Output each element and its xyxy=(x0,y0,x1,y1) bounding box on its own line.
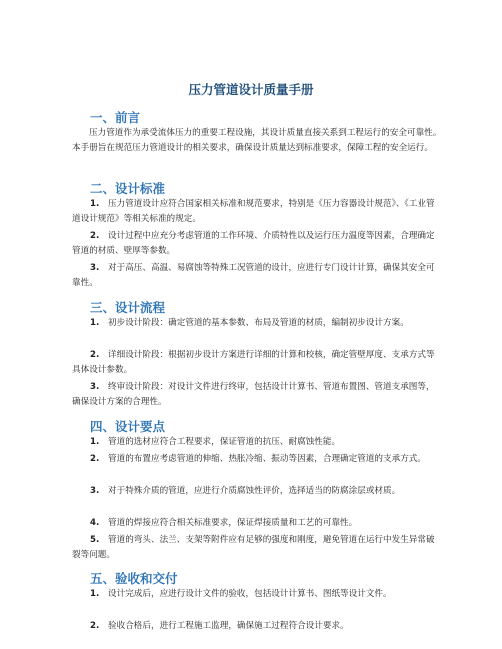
list-item xyxy=(72,619,442,634)
list-item-number: 3. xyxy=(90,486,100,496)
section-heading-design-points: 四、设计要点 xyxy=(90,419,166,434)
section-heading-preface: 一、前言 xyxy=(90,110,141,125)
list-item-number: 5. xyxy=(90,535,100,545)
list-item-text: 对于高压、高温、易腐蚀等特殊工况管道的设计，应进行专门设计计算，确保其安全可靠性。 xyxy=(72,263,435,288)
list-item-number: 2. xyxy=(90,621,100,631)
preface-paragraph: 压力管道作为承受流体压力的重要工程设施，其设计质量直接关系到工程运行的安全可靠性。本手册旨在规范压力管道设计的相关要求，确保设计质量达到标准要求，保障工程的安全运行。 xyxy=(72,128,442,153)
section-heading-design-standards: 二、设计标准 xyxy=(90,181,166,196)
list-item-text: 初步设计阶段：确定管道的基本参数、布局及管道的材质，编制初步设计方案。 xyxy=(108,318,409,328)
document-title: 压力管道设计质量手册 xyxy=(188,82,314,97)
list-item-text: 验收合格后，进行工程施工监理，确保施工过程符合设计要求。 xyxy=(108,621,349,631)
list-item xyxy=(72,533,442,563)
list-item-number: 2. xyxy=(90,231,100,241)
list-item-text: 压力管道设计应符合国家相关标准和规范要求，特别是《压力容器设计规范》、《工业管道设计规范》等相关标准的规定。 xyxy=(72,199,435,224)
list-item xyxy=(72,435,442,450)
section-heading-design-process: 三、设计流程 xyxy=(90,300,166,315)
section-heading-acceptance-delivery: 五、验收和交付 xyxy=(90,571,178,586)
list-item-number: 2. xyxy=(90,350,100,360)
list-item-number: 1. xyxy=(90,199,100,209)
list-item xyxy=(72,316,442,331)
list-item-number: 4. xyxy=(90,518,100,528)
list-item xyxy=(72,452,442,467)
list-item-text: 管道的布置应考虑管道的伸缩、热胀冷缩、振动等因素，合理确定管道的支承方式。 xyxy=(108,454,426,464)
list-item-number: 1. xyxy=(90,589,100,599)
list-item-text: 管道的弯头、法兰、支架等附件应有足够的强度和刚度，避免管道在运行中发生异常破裂等问题。 xyxy=(72,535,435,560)
list-item-number: 3. xyxy=(90,382,100,392)
list-item xyxy=(72,197,442,227)
list-item-number: 3. xyxy=(90,263,100,273)
list-item xyxy=(72,484,442,499)
list-item xyxy=(72,380,442,410)
list-item xyxy=(72,261,442,291)
list-item-text: 对于特殊介质的管道，应进行介质腐蚀性评价，选择适当的防腐涂层或材质。 xyxy=(108,486,401,496)
list-item-text: 详细设计阶段：根据初步设计方案进行详细的计算和校核，确定管壁厚度、支承方式等具体设计参数。 xyxy=(72,350,435,375)
list-item-text: 管道的选材应符合工程要求，保证管道的抗压、耐腐蚀性能。 xyxy=(108,437,341,447)
list-item-text: 终审设计阶段：对设计文件进行终审，包括设计计算书、管道布置图、管道支承图等，确保设计方案的合理性。 xyxy=(72,382,435,407)
list-item-number: 2. xyxy=(90,454,100,464)
list-item xyxy=(72,516,442,531)
list-item-text: 设计完成后，应进行设计文件的验收，包括设计计算书、图纸等设计文件。 xyxy=(108,589,392,599)
list-item xyxy=(72,229,442,259)
list-item-number: 1. xyxy=(90,318,100,328)
list-item xyxy=(72,587,442,602)
list-item-text: 管道的焊接应符合相关标准要求，保证焊接质量和工艺的可靠性。 xyxy=(108,518,358,528)
list-item xyxy=(72,348,442,378)
list-item-text: 设计过程中应充分考虑管道的工作环境、介质特性以及运行压力温度等因素，合理确定管道的材质、壁厚等参数。 xyxy=(72,231,435,256)
list-item-number: 1. xyxy=(90,437,100,447)
